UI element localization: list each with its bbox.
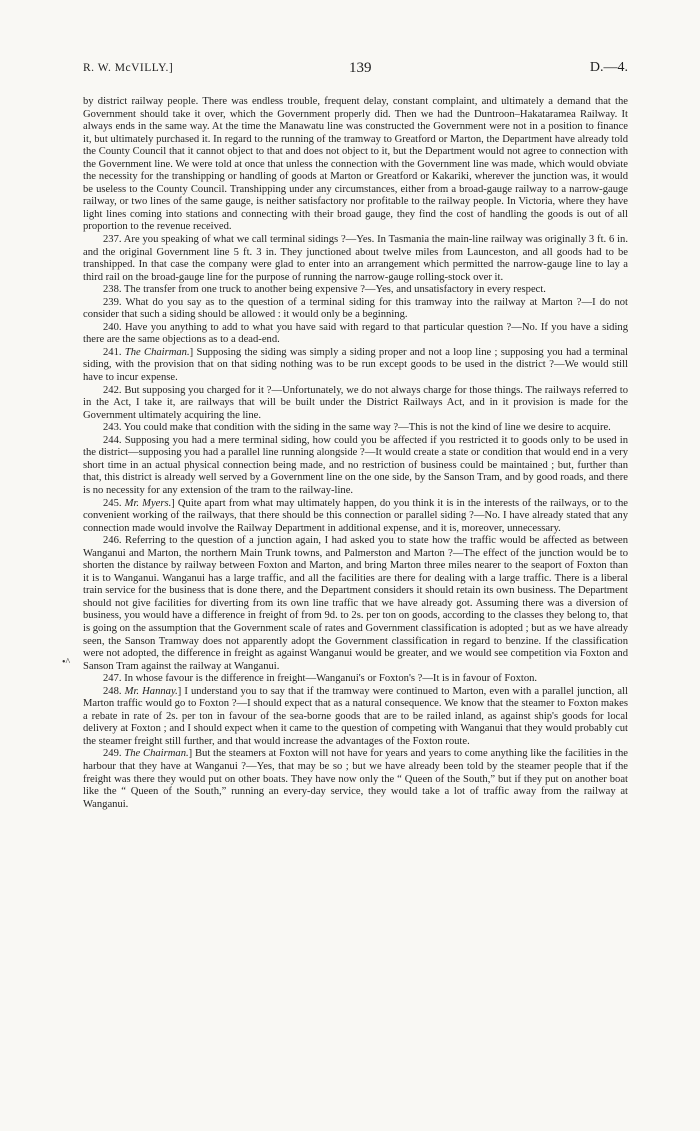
question-text: I understand you to say that if the tramway were continued to Marton, even with a parallel junction, all Marton traffic would go to Foxton ?—I should expect that as a natural consequence. We know that the steamer to Foxton makes a rebate in rate of 2s. per ton in favour of the sea-borne goods that are to be railed inland, as against ship's goods for local delivery at Foxton ; and I should expect when it came to the question of competing with Wanganui that they would probably cut the steamer freight still further, and that would increase the advantages of the Foxton route. [83, 685, 628, 747]
paragraph: by district railway people. There was endless trouble, frequent delay, constant complaint, and ultimately a demand that the Government should take it over, which the Government properly did. Then we had the Duntroon–Hakataramea Railway. It always ends in the same way. At the time the Manawatu line was constructed the Government were not in a position to finance it, but ultimately purchased it. In regard to the running of the tramway to Greatford or Marton, the Department have already told the County Council that it cannot object to that and does not object to it, but the Department would not agree to connection with the Government line. We were told at once that unless the connection with the Government line was made, which would obviate the necessity for the transhipping or handling of goods at Marton or Greatford or Kakariki, wherever the junction was, it would be useless to the County Council. Transhipping under any circumstances, either from a broad-gauge railway to a narrow-gauge railway, or two lines of the same gauge, is neither satisfactory nor profitable to the railway people. In Victoria, where they have light lines coming into stations and connecting with their broad gauge, they find the cost of handling the goods is out of all proportion to the revenue received. [83, 96, 628, 233]
question-paragraph: 242. But supposing you charged for it ?—Unfortunately, we do not always charge for those things. The railways referred to in the Act, I take it, are railways that will be built under the District Railways Act, and in it provision is made for the Government ultimately acquiring the line. [83, 384, 628, 421]
question-paragraph: 249. The Chairman.] But the steamers at Foxton will not have for years and years to come anything like the facilities in the harbour that they have at Wanganui ?—Yes, that may be so ; but we have already been told by the steamer people that if the freight was there they would put on other boats. They have now only the “ Queen of the South,” but if they put on another boat like the “ Queen of the South,” running an every-day service, they would take a lot of traffic away from the railway at Wanganui. [83, 748, 628, 810]
question-paragraph: 240. Have you anything to add to what you have said with regard to that particular question ?—No. If you have a siding there are the same objections as to a dead-end. [83, 321, 628, 346]
question-paragraph: 244. Supposing you had a mere terminal siding, how could you be affected if you restricted it to goods only to be used in the district—supposing you had a parallel line running alongside ?—It would create a state or condition that would end in a very short time in an actual physical connection being made, and no restriction of business could be maintained ; but, further than that, this district is already well served by a Government line on the one side, by the Sanson Tram, and by good roads, and there is no necessity for any extension of the tram to the railway-line. [83, 434, 628, 496]
question-paragraph: 241. The Chairman.] Supposing the siding was simply a siding proper and not a loop line ; supposing you had a terminal siding, with the provision that on that siding nothing was to be run except goods to be used in the district ?—We would still have to incur expense. [83, 346, 628, 384]
question-paragraph: 239. What do you say as to the question of a terminal siding for this tramway into the railway at Marton ?—I do not consider that such a siding should be allowed : it would only be a beginning. [83, 296, 628, 321]
question-paragraph: 238. The transfer from one truck to another being expensive ?—Yes, and unsatisfactory in every respect. [103, 284, 546, 296]
witness-name: R. W. McVILLY.] [83, 62, 174, 74]
question-paragraph: 243. You could make that condition with the siding in the same way ?—This is not the kind of line we desire to acquire. [103, 422, 611, 434]
page-header [83, 60, 628, 80]
question-paragraph: 237. Are you speaking of what we call terminal sidings ?—Yes. In Tasmania the main-line railway was originally 3 ft. 6 in. and the original Government line 5 ft. 3 in. They junctioned about twelve miles from Launceston, and all goods had to be transhipped. In that case the company were glad to enter into an arrangement which permitted the narrow-gauge line to lay a third rail on the broad-gauge line for the purpose of running the narrow-gauge rolling-stock over it. [83, 234, 628, 283]
margin-mark: •^ [62, 657, 71, 668]
question-text: Quite apart from what may ultimately happen, do you think it is in the interests of the railways, or to the convenient working of the railways, that there should be this connection or parallel siding ?—No. I have already stated that any connection made would involve the Railway Department in additional expense, and it is, moreover, unnecessary. [83, 497, 628, 534]
document-reference: D.—4. [589, 60, 628, 75]
speaker-name: The Chairman. [124, 346, 190, 358]
question-number: 245. [103, 497, 122, 509]
question-number: 241. [103, 346, 122, 358]
speaker-name: Mr. Myers. [124, 497, 172, 509]
speaker-name: The Chairman. [124, 748, 189, 760]
speaker-name: Mr. Hannay. [124, 685, 178, 697]
question-paragraph: 248. Mr. Hannay.] I understand you to say that if the tramway were continued to Marton, even with a parallel junction, all Marton traffic would go to Foxton ?—I should expect that as a natural consequence. We know that the steamer to Foxton makes a rebate in rate of 2s. per ton in favour of the sea-borne goods that are to be railed inland, as against ship's goods for local delivery at Foxton ; and I should expect when it came to the question of competing with Wanganui that they would probably cut the steamer freight still further, and that would increase the advantages of the Foxton route. [83, 685, 628, 747]
question-text: Supposing the siding was simply a siding proper and not a loop line ; supposing you had a terminal siding, with the provision that on that siding nothing was to be run except goods to be used in the district ?—We would still have to incur expense. [83, 346, 628, 384]
question-number: 248. [103, 685, 122, 697]
page-body [83, 96, 628, 811]
question-number: 249. [103, 748, 122, 760]
question-paragraph: 246. Referring to the question of a junction again, I had asked you to state how the traffic would be affected as between Wanganui and Marton, the northern Main Trunk towns, and Palmerston and Marton ?—The effect of the junction would be to shorten the distance by railway between Foxton and Marton, and bring Marton three miles nearer to the seaport of Foxton than it is to Wanganui. Wanganui has a large traffic, and all the facilities are there for dealing with a large traffic. There is a liberal train service for the business that is done there, and the Department considers it should retain its own business. The Department should not give facilities for diverting from its own line traffic that we have already got. Assuming there was a diversion of business, you would have a difference in freight of from 9d. to 2s. per ton on goods, according to the classes they belong to, that is going on the assumption that the Government scale of rates and Government classification is adopted ; but as we have already seen, the Sanson Tramway does not apparently adopt the Government classification in regard to benzine. If the classification were not adopted, the difference in freight as against Wanganui would be greater, and we would see competition via Foxton and Sanson Tram against the railway at Wanganui. [83, 535, 628, 672]
page-number: 139 [349, 60, 372, 76]
question-paragraph: 245. Mr. Myers.] Quite apart from what may ultimately happen, do you think it is in the interests of the railways, or to the convenient working of the railways, that there should be this connection or parallel siding ?—No. I have already stated that any connection made would involve the Railway Department in additional expense, and it is, moreover, unnecessary. [83, 497, 628, 534]
question-paragraph: 247. In whose favour is the difference in freight—Wanganui's or Foxton's ?—It is in favour of Foxton. [103, 673, 538, 685]
question-text: But the steamers at Foxton will not have for years and years to come anything like the facilities in the harbour that they have at Wanganui ?—Yes, that may be so ; but we have already been told by the steamer people that if the freight was there they would put on other boats. They have now only the “ Queen of the South,” but if they put on another boat like the “ Queen of the South,” running an every-day service, they would take a lot of traffic away from the railway at Wanganui. [83, 748, 628, 810]
